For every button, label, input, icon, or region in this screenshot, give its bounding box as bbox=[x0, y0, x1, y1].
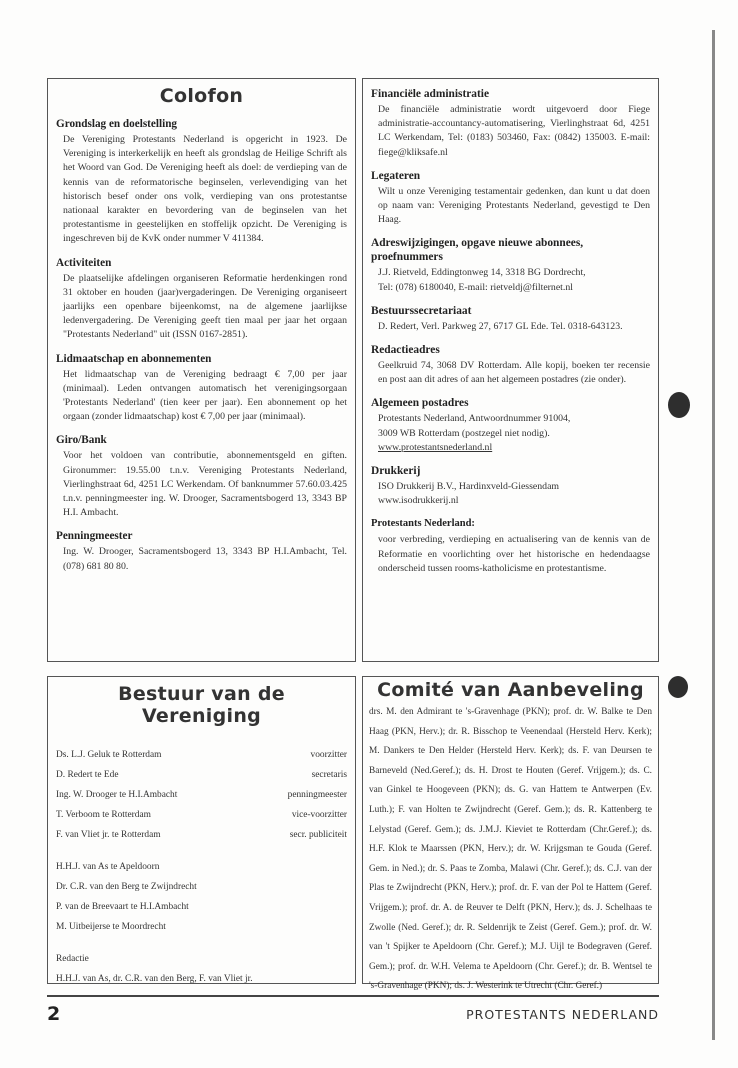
colofon-section bbox=[56, 433, 347, 520]
section-heading: Lidmaatschap en abonnementen bbox=[56, 352, 212, 365]
info-section bbox=[371, 236, 650, 294]
section-body: Ing. W. Drooger, Sacramentsbogerd 13, 3343 BP H.I.Ambacht, Tel. (078) 681 80 80. bbox=[63, 546, 347, 572]
section-line: D. Redert, Verl. Parkweg 27, 6717 GL Ede. Tel. 0318-643123. bbox=[378, 320, 623, 332]
contact-info-box bbox=[362, 78, 659, 662]
section-body bbox=[378, 185, 650, 228]
page-edge-shadow bbox=[712, 30, 715, 1040]
section-heading: Grondslag en doelstelling bbox=[56, 118, 178, 130]
section-line: 3009 WB Rotterdam (postzegel niet nodig). bbox=[378, 427, 550, 439]
section-heading: Bestuurssecretariaat bbox=[371, 304, 472, 317]
section-heading: Financiële administratie bbox=[371, 88, 490, 100]
footer-divider bbox=[47, 995, 659, 997]
spacer bbox=[56, 937, 347, 949]
website-link[interactable]: www.protestantsnederland.nl bbox=[378, 441, 493, 453]
info-section bbox=[371, 304, 650, 334]
info-section bbox=[371, 87, 650, 160]
section-body bbox=[378, 266, 650, 294]
section-body bbox=[378, 533, 650, 576]
officer-name: Ds. L.J. Geluk te Rotterdam bbox=[56, 750, 162, 760]
officer-role: vice-voorzitter bbox=[291, 810, 347, 820]
section-body bbox=[378, 412, 650, 455]
board-officer-row bbox=[56, 805, 347, 825]
printer-website-link[interactable]: www.isodrukkerij.nl bbox=[378, 495, 459, 507]
section-line: J.J. Rietveld, Eddingtonweg 14, 3318 BG Dordrecht, bbox=[378, 267, 586, 279]
officer-role: penningmeester bbox=[287, 790, 347, 800]
board-title: Bestuur van de Vereniging bbox=[118, 683, 285, 727]
section-body: De plaatselijke afdelingen organiseren Reformatie herdenkingen rond 31 oktober en houden (jaar)vergaderingen. De Vereniging organiseert jaarlijks een openbare bijeenkomst, na de algemene jaarlijkse ledenvergadering. De Vereniging geeft tien maal per jaar het orgaan "Protestants Nederland" uit (ISSN 0167-2851). bbox=[63, 272, 347, 341]
info-section bbox=[371, 396, 650, 455]
section-line: voor verbreding, verdieping en actualisering van de kennis van de Reformatie en voorlichting over het historische en hedendaagse onderscheid tussen rooms-katholicisme en protestantisme. bbox=[378, 534, 650, 574]
section-line: Wilt u onze Vereniging testamentair gedenken, dan kunt u dat doen op naam van: Vereniging Protestants Nederland, gevestigd te Den Haag. bbox=[378, 185, 650, 226]
section-line: De financiële administratie wordt uitgevoerd door Fiege administratie-accountancy-automatisering, Vierlinghstraat 6d, 4251 LC Werkendam, Tel: (0183) 503460, Fax: (0842) 135003. E-mail: fiege@kliksafe.nl bbox=[378, 104, 650, 158]
info-section bbox=[371, 169, 650, 228]
section-body bbox=[378, 480, 650, 508]
section-heading: Penningmeester bbox=[56, 530, 133, 543]
section-heading: Algemeen postadres bbox=[371, 397, 469, 410]
section-body: De Vereniging Protestants Nederland is opgericht in 1923. De Vereniging is interkerkelijk en heeft als grondslag de Heilige Schrift als het Woord van God. De Vereniging heeft als doel: de verdieping van de kennis van de reformatorische beginselen, verlevendiging van het historisch besef onder ons volk, verdieping van ons protestantse nationaal karakter en bevordering van de beginselen van het protestantisme in geestelijken en stoffelijk opzicht. De Vereniging is ingeschreven bij de KvK onder nummer V 411384. bbox=[63, 134, 347, 245]
officer-name: Ing. W. Drooger te H.I.Ambacht bbox=[56, 790, 178, 800]
board-officer-row bbox=[56, 785, 347, 805]
page-number: 2 bbox=[47, 1003, 61, 1025]
board-officer-row bbox=[56, 765, 347, 785]
officer-role: secr. publiciteit bbox=[289, 830, 347, 840]
colofon-box bbox=[47, 78, 356, 662]
info-section bbox=[371, 343, 650, 387]
section-line: Protestants Nederland, Antwoordnummer 91004, bbox=[378, 413, 571, 425]
section-heading: Activiteiten bbox=[56, 256, 112, 269]
committee-title: Comité van Aanbeveling bbox=[377, 679, 644, 701]
officer-name: D. Redert te Ede bbox=[56, 770, 119, 780]
board-member: P. van de Breevaart te H.I.Ambacht bbox=[56, 902, 189, 912]
section-heading: Legateren bbox=[371, 169, 421, 182]
officer-name: F. van Vliet jr. te Rotterdam bbox=[56, 830, 161, 840]
board-officer-row bbox=[56, 745, 347, 765]
publication-name: PROTESTANTS NEDERLAND bbox=[466, 1007, 659, 1022]
section-body: Het lidmaatschap van de Vereniging bedraagt € 7,00 per jaar (minimaal). Leden ontvangen automatisch het verenigingsorgaan 'Protestants Nederland' (tien keer per jaar). Een abonnement op het orgaan (zonder lidmaatschap) kost € 7,00 per jaar (minimaal). bbox=[63, 368, 347, 423]
section-line: ISO Drukkerij B.V., Hardinxveld-Giessendam bbox=[378, 481, 560, 493]
section-heading: Drukkerij bbox=[371, 465, 421, 478]
committee-members-text: drs. M. den Admirant te 's-Gravenhage (PKN); prof. dr. W. Balke te Den Haag (PKN, Herv.); dr. R. Bisschop te Veenendaal (Hersteld Herv. Kerk); M. Dankers te Den Helder (Hersteld Herv. Kerk); ds. F. van Deursen te Barneveld (Ned.Geref.); ds. H. Drost te Houten (Geref. Vrijgem.); ds. C. van Ginkel te Hoogeveen (PKN); ds. G. van Hattem te Antwerpen (Ev. Luth.); F. van Holten te Zwijndrecht (Geref. Gem.); ds. R. Kattenberg te Lelystad (Geref. Gem.); ds. J.M.J. Kieviet te Rotterdam (Chr.Geref.); ds. H.F. Klok te Maarssen (PKN, Herv.); dr. W. Krijgsman te Gouda (Geref. Gem. in Ned.); dr. S. Paas te Zomba, Malawi (Chr. Geref.); ds. C.J. van der Plas te Zwijndrecht (PKN, Herv.); prof. dr. F. van der Pol te Hattem (Geref. Vrijgem.); prof. dr. A. de Reuver te Delft (PKN, Herv.); ds. J. Schelhaas te Zwolle (Ned. Geref.); dr. R. Seldenrijk te Zeist (Geref. Gem.); prof. dr. W. van 't Spijker te Apeldoorn (Chr. Geref.); M.J. Uijl te Bodegraven (Geref. Gem.); prof. dr. W.H. Velema te Apeldoorn (Chr. Geref.); dr. B. Wentsel te 's-Gravenhage (PKN); ds. J. Westerink te Utrecht (Chr. Geref.) bbox=[369, 707, 652, 992]
board-member: Dr. C.R. van den Berg te Zwijndrecht bbox=[56, 882, 197, 892]
officer-name: T. Verboom te Rotterdam bbox=[56, 810, 151, 820]
section-body bbox=[378, 320, 650, 334]
redactie-names: H.H.J. van As, dr. C.R. van den Berg, F. van Vliet jr. bbox=[56, 974, 253, 984]
colofon-title: Colofon bbox=[159, 85, 244, 107]
colofon-section bbox=[56, 529, 347, 573]
section-heading: Protestants Nederland: bbox=[371, 518, 475, 530]
section-body bbox=[378, 103, 650, 160]
recommendation-committee-box bbox=[362, 676, 659, 992]
spacer bbox=[56, 845, 347, 857]
board-officer-row bbox=[56, 825, 347, 845]
section-heading: Giro/Bank bbox=[56, 434, 107, 447]
redactie-label: Redactie bbox=[56, 954, 89, 964]
officer-role: secretaris bbox=[311, 770, 347, 780]
board-member: H.H.J. van As te Apeldoorn bbox=[56, 862, 160, 872]
officer-role: voorzitter bbox=[310, 750, 347, 760]
section-body: Voor het voldoen van contributie, abonnementsgeld en giften. Gironummer: 19.55.00 t.n.v. Vereniging Protestants Nederland, Vierlinghstraat 6d, 4251 LC Werkendam. Of banknummer 57.60.03.425 t.n.v. penningmeester ing. W. Drooger, Sacramentsbogerd 13, 3343 BP H.I. Ambacht. bbox=[63, 450, 347, 519]
section-line: Geelkruid 74, 3068 DV Rotterdam. Alle kopij, boeken ter recensie en post aan dit adres of aan het algemeen postadres (zie onder). bbox=[378, 360, 650, 386]
colofon-section bbox=[56, 352, 347, 425]
colofon-section bbox=[56, 256, 347, 343]
board-box bbox=[47, 676, 356, 984]
section-body bbox=[378, 359, 650, 387]
ink-smudge bbox=[668, 392, 690, 418]
colofon-section bbox=[56, 117, 347, 247]
ink-smudge bbox=[668, 676, 688, 698]
info-section bbox=[371, 517, 650, 576]
board-member: M. Uitbeijerse te Moordrecht bbox=[56, 922, 166, 932]
section-heading: Redactieadres bbox=[371, 344, 440, 357]
section-heading: Adreswijzigingen, opgave nieuwe abonnees, proefnummers bbox=[371, 237, 584, 264]
section-line: Tel: (078) 6180040, E-mail: rietveldj@filternet.nl bbox=[378, 281, 573, 293]
info-section bbox=[371, 464, 650, 508]
